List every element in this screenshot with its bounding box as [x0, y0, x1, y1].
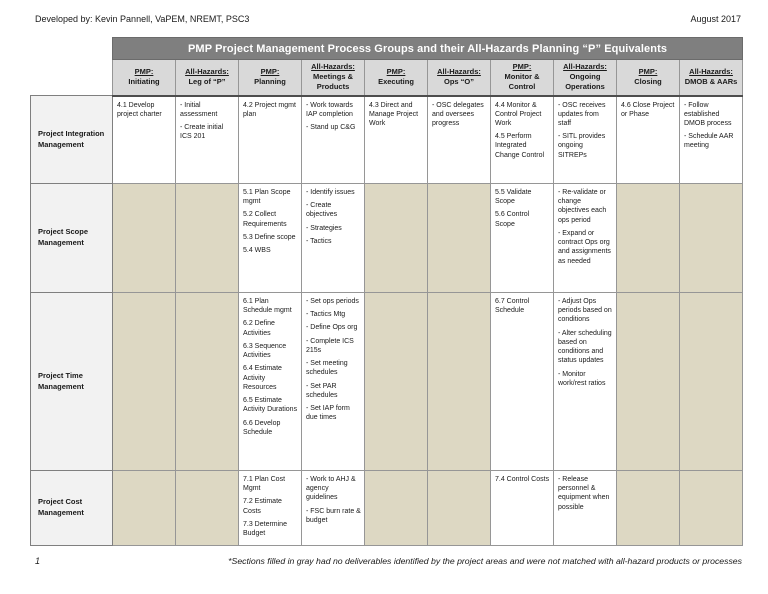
content-cell	[554, 471, 617, 546]
empty-gray-cell	[365, 471, 428, 546]
cell-item: 5.3 Define scope	[243, 233, 296, 241]
content-cell	[302, 293, 365, 471]
content-cell	[491, 184, 554, 293]
cell-item: - Tactics Mtg	[306, 311, 346, 319]
cell-item: 4.4 Monitor & Control Project Work	[495, 101, 542, 127]
cell-item: - Identify issues	[306, 189, 355, 196]
cell-item: - Tactics	[306, 237, 332, 245]
empty-gray-cell	[617, 184, 680, 293]
content-cell	[491, 471, 554, 546]
empty-gray-cell	[428, 293, 491, 471]
empty-gray-cell	[176, 293, 239, 471]
column-header-5: PMP: Executing	[365, 60, 428, 96]
cell-item: 6.2 Define Activities	[243, 320, 275, 337]
empty-gray-cell	[113, 471, 176, 546]
cell-item: - Expand or contract Ops org and assignments as needed	[558, 229, 611, 265]
cell-item: 4.3 Direct and Manage Project Work	[369, 101, 419, 127]
cell-item: - Schedule AAR meeting	[684, 133, 734, 150]
content-cell	[680, 96, 743, 184]
cell-item: - Set PAR schedules	[306, 382, 338, 399]
column-header-row	[31, 60, 743, 96]
content-cell	[113, 96, 176, 184]
page-number: 1	[35, 556, 41, 566]
cell-item: - Work towards IAP completion	[306, 101, 353, 118]
cell-item: - Monitor work/rest ratios	[558, 370, 606, 387]
content-cell	[302, 184, 365, 293]
cell-item: 4.2 Project mgmt plan	[243, 101, 296, 118]
column-header-9: PMP: Closing	[617, 60, 680, 96]
cell-item: 6.4 Estimate Activity Resources	[243, 365, 282, 391]
pmp-process-table	[30, 37, 743, 546]
cell-item: 5.4 WBS	[243, 247, 271, 255]
content-cell	[302, 96, 365, 184]
cell-item: - Set ops periods	[306, 298, 359, 305]
cell-item: - Set IAP form due times	[306, 405, 350, 422]
cell-item: - Create initial ICS 201	[180, 123, 224, 141]
table-row	[31, 471, 743, 546]
cell-item: - SITL provides ongoing SITREPs	[558, 133, 606, 159]
footnote-text: *Sections filled in gray had no deliverables identified by the project areas and were not matched with all-hazard products or processes	[228, 556, 742, 566]
cell-item: 7.4 Control Costs	[495, 476, 550, 483]
cell-item: - Release personnel & equipment when possible	[558, 476, 610, 511]
cell-item: 4.5 Perform Integrated Change Control	[495, 133, 545, 159]
cell-item: - Set meeting schedules	[306, 360, 348, 377]
cell-item: - Create objectives	[306, 202, 338, 219]
empty-gray-cell	[617, 471, 680, 546]
cell-item: 6.6 Develop Schedule	[243, 419, 281, 436]
cell-item: - OSC receives updates from staff	[558, 101, 606, 127]
column-header-7: PMP: Monitor & Control	[491, 60, 554, 96]
content-cell	[176, 96, 239, 184]
table-body	[31, 96, 743, 546]
column-header-8: All-Hazards: Ongoing Operations	[554, 60, 617, 96]
cell-item: 7.2 Estimate Costs	[243, 498, 282, 515]
date-text: August 2017	[690, 14, 741, 24]
content-cell	[239, 293, 302, 471]
cell-item: 6.5 Estimate Activity Durations	[243, 397, 298, 414]
cell-item: 5.2 Collect Requirements	[243, 211, 287, 228]
cell-item: 7.1 Plan Cost Mgmt	[243, 476, 286, 493]
empty-gray-cell	[113, 293, 176, 471]
content-cell	[428, 96, 491, 184]
corner-cell	[31, 38, 113, 96]
content-cell	[554, 293, 617, 471]
empty-gray-cell	[617, 293, 680, 471]
title-row	[31, 38, 743, 60]
column-header-10: All-Hazards: DMOB & AARs	[680, 60, 743, 96]
empty-gray-cell	[428, 471, 491, 546]
empty-gray-cell	[428, 184, 491, 293]
content-cell	[554, 96, 617, 184]
cell-item: - Define Ops org	[306, 324, 358, 332]
row-label: Project Integration Management	[31, 96, 113, 184]
column-header-1: PMP: Initiating	[113, 60, 176, 96]
cell-item: 4.6 Close Project or Phase	[621, 101, 675, 118]
content-cell	[491, 96, 554, 184]
cell-item: 6.7 Control Schedule	[495, 298, 530, 315]
cell-item: - Work to AHJ & agency guidelines	[306, 476, 356, 502]
table-row	[31, 96, 743, 184]
content-cell	[554, 184, 617, 293]
cell-item: - FSC burn rate & budget	[306, 507, 361, 524]
cell-item: 6.3 Sequence Activities	[243, 342, 287, 360]
developed-by-text: Developed by: Kevin Pannell, VaPEM, NREMT, PSC3	[35, 14, 250, 24]
cell-item: - Strategies	[306, 224, 342, 232]
row-label: Project Scope Management	[31, 184, 113, 293]
table-title: PMP Project Management Process Groups and their All-Hazards Planning “P” Equivalents	[113, 38, 743, 60]
empty-gray-cell	[365, 293, 428, 471]
cell-item: 7.3 Determine Budget	[243, 520, 287, 538]
empty-gray-cell	[113, 184, 176, 293]
table-row	[31, 184, 743, 293]
empty-gray-cell	[680, 471, 743, 546]
cell-item: - Alter scheduling based on conditions and status updates	[558, 329, 612, 365]
empty-gray-cell	[680, 184, 743, 293]
table-row	[31, 293, 743, 471]
cell-item: 5.6 Control Scope	[495, 211, 530, 228]
cell-item: - Adjust Ops periods based on conditions	[558, 298, 612, 324]
cell-item: 5.1 Plan Scope mgmt	[243, 189, 291, 206]
row-label: Project Cost Management	[31, 471, 113, 546]
content-cell	[491, 293, 554, 471]
empty-gray-cell	[680, 293, 743, 471]
empty-gray-cell	[176, 471, 239, 546]
cell-item: 5.5 Validate Scope	[495, 189, 532, 206]
content-cell	[302, 471, 365, 546]
cell-item: - Follow established DMOB process	[684, 101, 732, 127]
content-cell	[617, 96, 680, 184]
empty-gray-cell	[176, 184, 239, 293]
cell-item: 4.1 Develop project charter	[117, 101, 162, 118]
empty-gray-cell	[365, 184, 428, 293]
row-label: Project Time Management	[31, 293, 113, 471]
cell-item: - Re-validate or change objectives each ops period	[558, 189, 607, 224]
cell-item: 6.1 Plan Schedule mgmt	[243, 298, 292, 315]
column-header-4: All-Hazards: Meetings & Products	[302, 60, 365, 96]
column-header-2: All-Hazards: Leg of “P”	[176, 60, 239, 96]
content-cell	[365, 96, 428, 184]
content-cell	[239, 96, 302, 184]
column-header-3: PMP: Planning	[239, 60, 302, 96]
cell-item: - Initial assessment	[180, 101, 218, 118]
content-cell	[239, 471, 302, 546]
cell-item: - Complete ICS 215s	[306, 337, 354, 354]
content-cell	[239, 184, 302, 293]
column-header-6: All-Hazards: Ops “O”	[428, 60, 491, 96]
cell-item: - OSC delegates and oversees progress	[432, 101, 484, 127]
cell-item: - Stand up C&G	[306, 123, 356, 131]
